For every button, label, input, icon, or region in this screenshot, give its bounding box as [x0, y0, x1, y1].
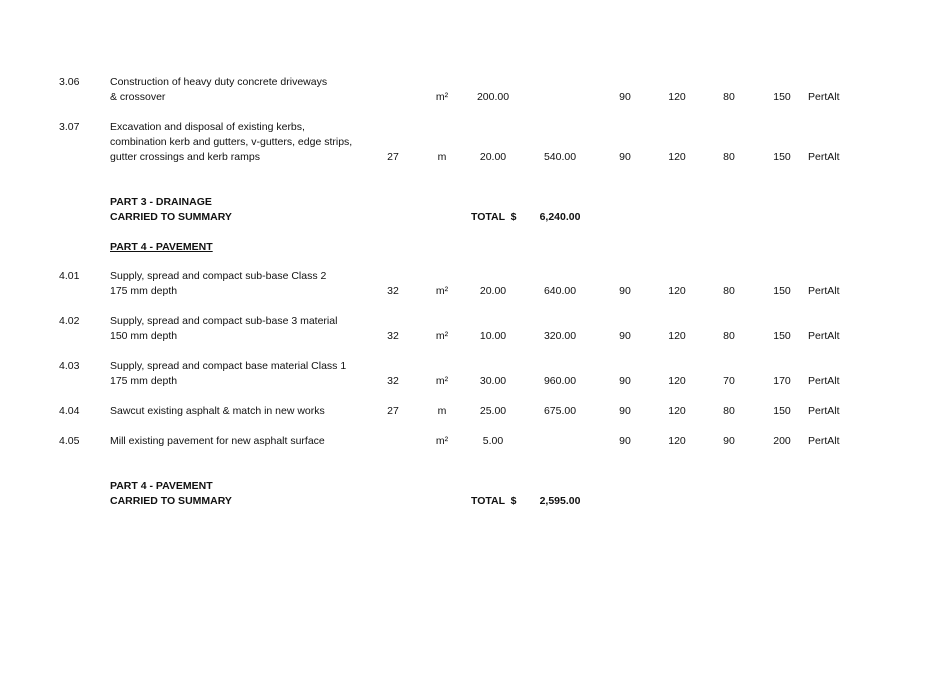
- col-3-value: 80: [723, 151, 735, 163]
- item-number: 3.07: [59, 121, 80, 133]
- item-unit: m²: [435, 435, 449, 447]
- col-4-value: 170: [773, 375, 791, 387]
- col-3-value: 90: [723, 435, 735, 447]
- item-description: Supply, spread and compact sub-base Class 2: [110, 270, 327, 282]
- item-number: 4.05: [59, 435, 80, 447]
- total-label: TOTAL $: [471, 495, 517, 507]
- total-value: 6,240.00: [539, 211, 581, 223]
- item-description: Supply, spread and compact sub-base 3 material: [110, 315, 338, 327]
- carried-to-summary-label: CARRIED TO SUMMARY: [110, 211, 232, 223]
- col-1-value: 90: [619, 375, 631, 387]
- item-description: Supply, spread and compact base material Class 1: [110, 360, 347, 372]
- item-quantity: 32: [387, 285, 399, 297]
- section-heading: PART 4 - PAVEMENT: [110, 241, 213, 253]
- item-description: 150 mm depth: [110, 330, 178, 342]
- col-3-value: 80: [723, 405, 735, 417]
- item-description: Sawcut existing asphalt & match in new works: [110, 405, 325, 417]
- item-amount: 540.00: [543, 151, 577, 163]
- item-unit: m: [437, 405, 447, 417]
- col-3-value: 80: [723, 285, 735, 297]
- col-5-value: PertAlt: [808, 435, 840, 447]
- item-description: combination kerb and gutters, v-gutters, edge strips,: [110, 136, 353, 148]
- item-quantity: 32: [387, 375, 399, 387]
- col-5-value: PertAlt: [808, 405, 840, 417]
- col-5-value: PertAlt: [808, 375, 840, 387]
- item-description: gutter crossings and kerb ramps: [110, 151, 260, 163]
- item-quantity: 27: [387, 151, 399, 163]
- item-rate: 10.00: [479, 330, 507, 342]
- col-4-value: 150: [773, 285, 791, 297]
- item-rate: 25.00: [479, 405, 507, 417]
- item-rate: 5.00: [482, 435, 504, 447]
- item-unit: m²: [435, 330, 449, 342]
- item-number: 4.01: [59, 270, 80, 282]
- col-4-value: 200: [773, 435, 791, 447]
- col-5-value: PertAlt: [808, 91, 840, 103]
- item-number: 4.02: [59, 315, 80, 327]
- total-value: 2,595.00: [539, 495, 581, 507]
- item-number: 4.03: [59, 360, 80, 372]
- item-rate: 200.00: [476, 91, 510, 103]
- col-4-value: 150: [773, 151, 791, 163]
- col-1-value: 90: [619, 285, 631, 297]
- col-4-value: 150: [773, 91, 791, 103]
- col-5-value: PertAlt: [808, 151, 840, 163]
- col-2-value: 120: [668, 151, 686, 163]
- col-1-value: 90: [619, 435, 631, 447]
- col-2-value: 120: [668, 435, 686, 447]
- item-description: 175 mm depth: [110, 375, 178, 387]
- col-4-value: 150: [773, 405, 791, 417]
- item-rate: 20.00: [479, 285, 507, 297]
- col-1-value: 90: [619, 151, 631, 163]
- item-number: 4.04: [59, 405, 80, 417]
- col-5-value: PertAlt: [808, 285, 840, 297]
- item-unit: m²: [435, 285, 449, 297]
- col-2-value: 120: [668, 405, 686, 417]
- item-description: Excavation and disposal of existing kerbs,: [110, 121, 305, 133]
- item-rate: 20.00: [479, 151, 507, 163]
- item-amount: 675.00: [543, 405, 577, 417]
- col-5-value: PertAlt: [808, 330, 840, 342]
- col-3-value: 80: [723, 330, 735, 342]
- item-quantity: 27: [387, 405, 399, 417]
- item-amount: 640.00: [543, 285, 577, 297]
- part-heading: PART 3 - DRAINAGE: [110, 196, 212, 208]
- col-2-value: 120: [668, 91, 686, 103]
- col-1-value: 90: [619, 330, 631, 342]
- item-amount: 320.00: [543, 330, 577, 342]
- item-amount: 960.00: [543, 375, 577, 387]
- item-description: Mill existing pavement for new asphalt surface: [110, 435, 325, 447]
- col-2-value: 120: [668, 375, 686, 387]
- carried-to-summary-label: CARRIED TO SUMMARY: [110, 495, 232, 507]
- col-2-value: 120: [668, 285, 686, 297]
- item-rate: 30.00: [479, 375, 507, 387]
- item-description: Construction of heavy duty concrete driveways: [110, 76, 328, 88]
- col-4-value: 150: [773, 330, 791, 342]
- col-3-value: 80: [723, 91, 735, 103]
- col-2-value: 120: [668, 330, 686, 342]
- item-unit: m: [437, 151, 447, 163]
- col-1-value: 90: [619, 405, 631, 417]
- item-unit: m²: [435, 91, 449, 103]
- item-number: 3.06: [59, 76, 80, 88]
- col-1-value: 90: [619, 91, 631, 103]
- item-description: & crossover: [110, 91, 166, 103]
- item-unit: m²: [435, 375, 449, 387]
- item-quantity: 32: [387, 330, 399, 342]
- total-label: TOTAL $: [471, 211, 517, 223]
- item-description: 175 mm depth: [110, 285, 178, 297]
- col-3-value: 70: [723, 375, 735, 387]
- part-heading: PART 4 - PAVEMENT: [110, 480, 213, 492]
